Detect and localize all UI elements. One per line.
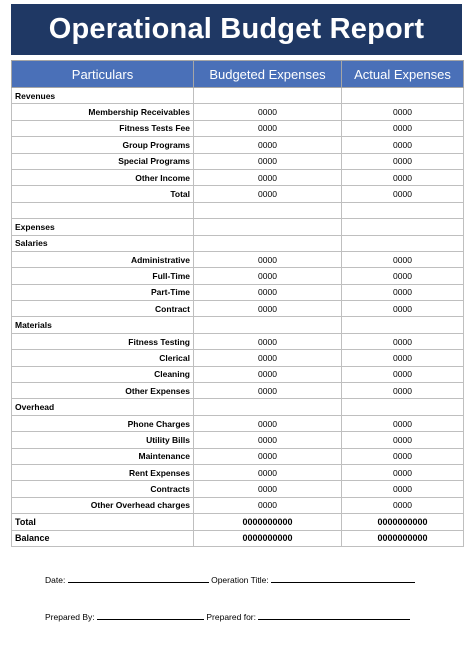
- actual-value: 0000: [342, 169, 464, 185]
- row-label: Administrative: [12, 251, 194, 267]
- row-label: Other Overhead charges: [12, 497, 194, 513]
- actual-value: 0000: [342, 432, 464, 448]
- table-row: [12, 415, 464, 431]
- blank-row: [12, 202, 464, 218]
- actual-value: 0000: [342, 284, 464, 300]
- actual-value: 0000: [342, 137, 464, 153]
- actual-value: 0000: [342, 464, 464, 480]
- empty-cell: [342, 202, 464, 218]
- budgeted-value: 0000: [194, 415, 342, 431]
- section-row: [12, 399, 464, 415]
- table-row: [12, 497, 464, 513]
- budgeted-value: 0000: [194, 251, 342, 267]
- row-label: Contract: [12, 301, 194, 317]
- budgeted-value: 0000: [194, 169, 342, 185]
- date-field[interactable]: [68, 573, 209, 583]
- actual-value: 0000: [342, 333, 464, 349]
- report-title: Operational Budget Report: [48, 13, 425, 45]
- row-label: Other Expenses: [12, 383, 194, 399]
- operation-title-field[interactable]: [271, 573, 415, 583]
- table-row: [12, 251, 464, 267]
- budgeted-value: 0000: [194, 481, 342, 497]
- section-label: Revenues: [12, 88, 194, 104]
- row-label: Other Income: [12, 169, 194, 185]
- row-label: Cleaning: [12, 366, 194, 382]
- budgeted-value: 0000: [194, 301, 342, 317]
- budget-table: [11, 60, 464, 547]
- budgeted-value: 0000: [194, 383, 342, 399]
- table-row: [12, 120, 464, 136]
- budgeted-value: 0000: [194, 432, 342, 448]
- table-row: [12, 268, 464, 284]
- empty-cell: [194, 317, 342, 333]
- row-label: Membership Receivables: [12, 104, 194, 120]
- actual-value: 0000: [342, 448, 464, 464]
- table-row: [12, 481, 464, 497]
- prepared-by-label: Prepared By:: [45, 612, 95, 622]
- actual-total-value: 0000000000: [342, 530, 464, 546]
- actual-value: 0000: [342, 481, 464, 497]
- empty-cell: [342, 399, 464, 415]
- row-label: Maintenance: [12, 448, 194, 464]
- actual-value: 0000: [342, 350, 464, 366]
- table-row: [12, 186, 464, 202]
- prepared-for-field[interactable]: [258, 610, 410, 620]
- section-row: [12, 235, 464, 251]
- empty-cell: [194, 88, 342, 104]
- grand-total-row: [12, 530, 464, 546]
- row-label: Clerical: [12, 350, 194, 366]
- table-row: [12, 284, 464, 300]
- actual-value: 0000: [342, 268, 464, 284]
- row-label: Total: [12, 186, 194, 202]
- budgeted-value: 0000: [194, 464, 342, 480]
- section-row: [12, 317, 464, 333]
- actual-value: 0000: [342, 497, 464, 513]
- empty-cell: [194, 202, 342, 218]
- budgeted-total-value: 0000000000: [194, 530, 342, 546]
- table-row: [12, 333, 464, 349]
- grand-total-label: Balance: [12, 530, 194, 546]
- actual-value: 0000: [342, 301, 464, 317]
- section-row: [12, 219, 464, 235]
- section-label: Expenses: [12, 219, 194, 235]
- grand-total-label: Total: [12, 514, 194, 530]
- actual-value: 0000: [342, 120, 464, 136]
- budgeted-value: 0000: [194, 137, 342, 153]
- row-label: Full-Time: [12, 268, 194, 284]
- prepared-by-field[interactable]: [97, 610, 204, 620]
- budgeted-value: 0000: [194, 120, 342, 136]
- budgeted-value: 0000: [194, 350, 342, 366]
- table-body: [12, 88, 464, 547]
- budgeted-value: 0000: [194, 284, 342, 300]
- empty-cell: [12, 202, 194, 218]
- actual-value: 0000: [342, 153, 464, 169]
- empty-cell: [194, 399, 342, 415]
- empty-cell: [194, 219, 342, 235]
- actual-value: 0000: [342, 251, 464, 267]
- row-label: Fitness Testing: [12, 333, 194, 349]
- empty-cell: [194, 235, 342, 251]
- operation-title-label: Operation Title:: [211, 575, 269, 585]
- actual-value: 0000: [342, 366, 464, 382]
- column-header-actual: Actual Expenses: [342, 61, 464, 88]
- table-row: [12, 366, 464, 382]
- table-row: [12, 301, 464, 317]
- empty-cell: [342, 235, 464, 251]
- footer-row-date: [45, 573, 415, 585]
- budgeted-value: 0000: [194, 153, 342, 169]
- prepared-for-label: Prepared for:: [206, 612, 256, 622]
- section-row: [12, 88, 464, 104]
- budgeted-value: 0000: [194, 186, 342, 202]
- table-row: [12, 432, 464, 448]
- section-label: Salaries: [12, 235, 194, 251]
- row-label: Phone Charges: [12, 415, 194, 431]
- table-row: [12, 383, 464, 399]
- row-label: Rent Expenses: [12, 464, 194, 480]
- table-header-row: [12, 61, 464, 88]
- table-row: [12, 137, 464, 153]
- report-title-bar: [11, 4, 462, 55]
- table-row: [12, 169, 464, 185]
- table-row: [12, 350, 464, 366]
- table-row: [12, 448, 464, 464]
- date-label: Date:: [45, 575, 66, 585]
- table-row: [12, 104, 464, 120]
- row-label: Part-Time: [12, 284, 194, 300]
- budgeted-value: 0000: [194, 497, 342, 513]
- row-label: Fitness Tests Fee: [12, 120, 194, 136]
- row-label: Group Programs: [12, 137, 194, 153]
- actual-total-value: 0000000000: [342, 514, 464, 530]
- budgeted-value: 0000: [194, 333, 342, 349]
- actual-value: 0000: [342, 415, 464, 431]
- table-row: [12, 464, 464, 480]
- table-row: [12, 153, 464, 169]
- column-header-budgeted: Budgeted Expenses: [194, 61, 342, 88]
- actual-value: 0000: [342, 104, 464, 120]
- row-label: Contracts: [12, 481, 194, 497]
- empty-cell: [342, 317, 464, 333]
- actual-value: 0000: [342, 383, 464, 399]
- grand-total-row: [12, 514, 464, 530]
- row-label: Utility Bills: [12, 432, 194, 448]
- budgeted-value: 0000: [194, 448, 342, 464]
- column-header-particulars: Particulars: [12, 61, 194, 88]
- section-label: Overhead: [12, 399, 194, 415]
- section-label: Materials: [12, 317, 194, 333]
- empty-cell: [342, 219, 464, 235]
- actual-value: 0000: [342, 186, 464, 202]
- footer-row-prepared: [45, 610, 410, 622]
- budgeted-value: 0000: [194, 366, 342, 382]
- budgeted-total-value: 0000000000: [194, 514, 342, 530]
- row-label: Special Programs: [12, 153, 194, 169]
- budgeted-value: 0000: [194, 268, 342, 284]
- empty-cell: [342, 88, 464, 104]
- budgeted-value: 0000: [194, 104, 342, 120]
